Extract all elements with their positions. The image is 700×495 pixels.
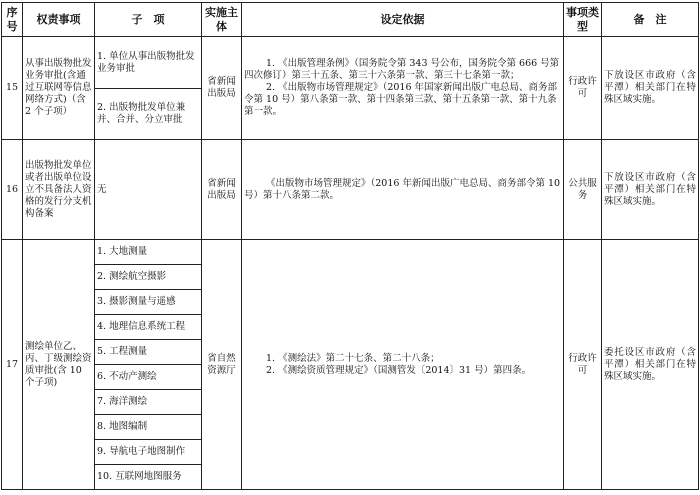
header-basis: 设定依据 (242, 3, 564, 37)
basis-cell (242, 240, 564, 490)
sub-item: 9. 导航电子地图制作 (95, 440, 202, 465)
row-number: 15 (2, 37, 23, 140)
sub-item: 无 (95, 140, 202, 240)
item-cell: 测绘单位乙、丙、丁级测绘资质审批(含 10 个子项) (23, 240, 95, 490)
table-row (2, 240, 699, 265)
basis-line: 2. 《测绘资质管理规定》（国测管发〔2014〕31 号）第四条。 (266, 364, 532, 376)
header-note: 备 注 (602, 3, 699, 37)
sub-item: 5. 工程测量 (95, 340, 202, 365)
row-number: 17 (2, 240, 23, 490)
sub-item: 7. 海洋测绘 (95, 390, 202, 415)
note-cell: 委托设区市政府（含平潭）相关部门在特殊区域实施。 (602, 240, 699, 490)
table-row (2, 140, 699, 240)
note-cell: 下放设区市政府（含平潭）相关部门在特殊区域实施。 (602, 37, 699, 140)
header-subject: 实施主体 (202, 3, 242, 37)
sub-item: 1. 大地测量 (95, 240, 202, 265)
subject-cell: 省自然资源厅 (202, 240, 242, 490)
header-sub: 子 项 (95, 3, 202, 37)
type-cell: 行政许可 (564, 37, 602, 140)
sub-item: 2. 出版物批发单位兼并、合并、分立审批 (95, 89, 202, 140)
sub-item: 10. 互联网地图服务 (95, 465, 202, 490)
table-row (2, 37, 699, 89)
subject-cell: 省新闻出版局 (202, 37, 242, 140)
header-type: 事项类型 (564, 3, 602, 37)
basis-cell: 《出版物市场管理规定》（2016 年新闻出版广电总局、商务部令第 10 号）第十八条第二款。 (242, 140, 564, 240)
row-number: 16 (2, 140, 23, 240)
basis-line: 1. 《出版管理条例》（国务院令第 343 号公布，国务院令第 666 号第四次修订）第三十五条、第三十六条第一款、第三十七条第一款； (244, 58, 560, 81)
header-item: 权责事项 (23, 3, 95, 37)
sub-item: 1. 单位从事出版物批发业务审批 (95, 37, 202, 89)
type-cell: 行政许可 (564, 240, 602, 490)
header-row (2, 3, 699, 37)
item-cell: 从事出版物批发业务审批(含通过互联网等信息网络方式)（含 2 个子项） (23, 37, 95, 140)
header-seq: 序号 (2, 3, 23, 37)
basis-cell (242, 37, 564, 140)
item-cell: 出版物批发单位或者出版单位设立不具备法人资格的发行分支机构备案 (23, 140, 95, 240)
sub-item: 4. 地理信息系统工程 (95, 315, 202, 340)
sub-item: 8. 地图编制 (95, 415, 202, 440)
basis-line: 1. 《测绘法》第二十七条、第二十八条； (266, 352, 440, 364)
type-cell: 公共服务 (564, 140, 602, 240)
sub-item: 2. 测绘航空摄影 (95, 265, 202, 290)
sub-item: 3. 摄影测量与遥感 (95, 290, 202, 315)
basis-line: 2. 《出版物市场管理规定》（2016 年国家新闻出版广电总局、商务部令第 10 号）第八条第一款、第十四条第三款、第十五条第一款、第十九条第一款。 (244, 82, 558, 117)
subject-cell: 省新闻出版局 (202, 140, 242, 240)
authority-table (1, 2, 699, 490)
note-cell: 下放设区市政府（含平潭）相关部门在特殊区域实施。 (602, 140, 699, 240)
sub-item: 6. 不动产测绘 (95, 365, 202, 390)
